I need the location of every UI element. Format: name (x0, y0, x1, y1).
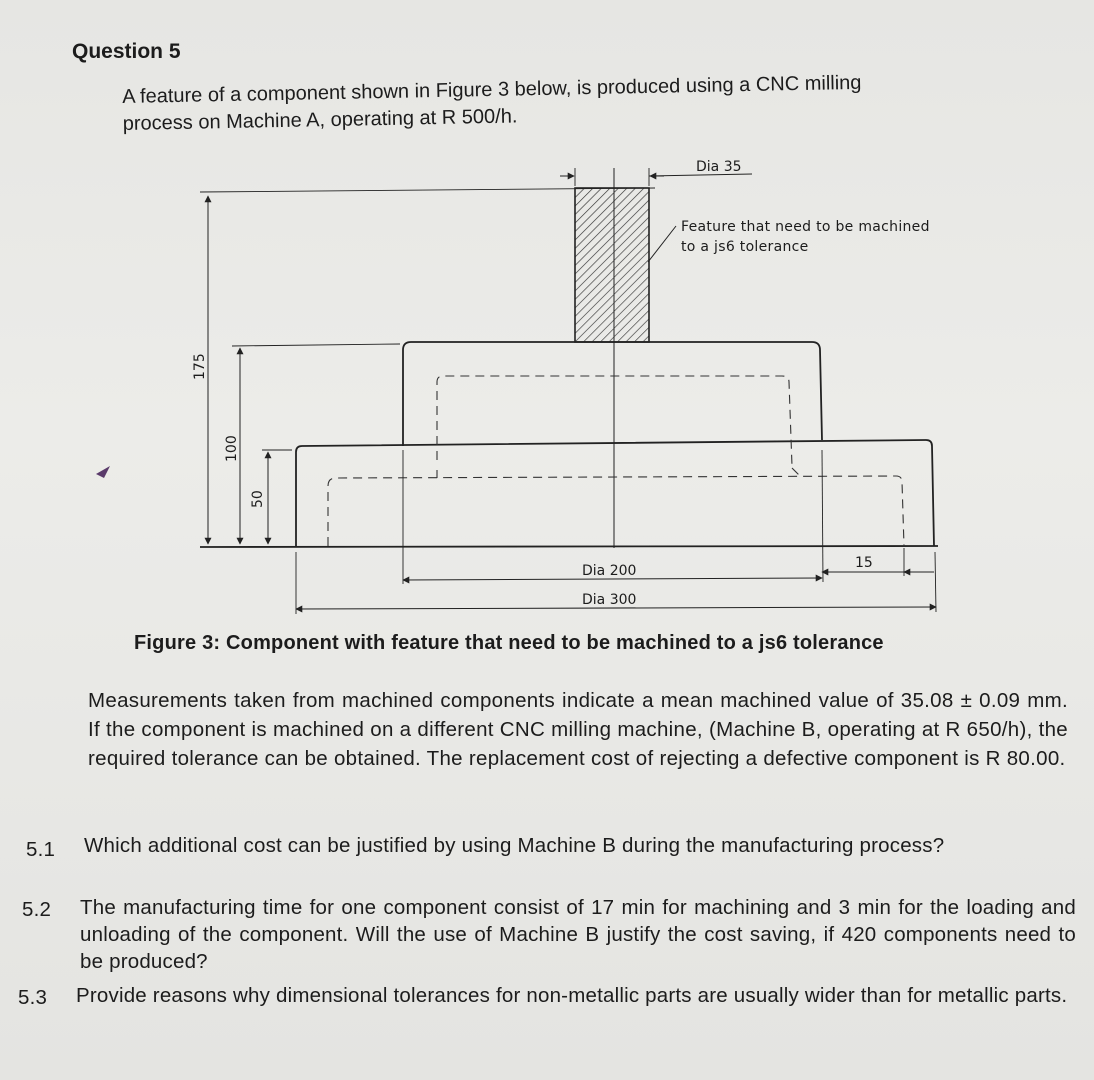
subquestion-text: Which additional cost can be justified by using Machine B during the manufacturing process? (84, 834, 945, 857)
subquestion-5-3 (18, 984, 1082, 1044)
feature-dia-35 (575, 188, 649, 342)
label-dia-300: Dia 300 (582, 592, 637, 608)
label-dim-15: 15 (855, 555, 873, 571)
problem-paragraph: Measurements taken from machined components indicate a mean machined value of 35.08 ± 0.09 mm. If the component is machined on a different CNC milling machine, (Machine B, operating at R 650/h), the required tolerance can be obtained. The replacement cost of rejecting a defective component is R 80.00. (88, 689, 1068, 770)
intro-line-2: process on Machine A, operating at R 500/h. (122, 105, 518, 135)
subquestion-number: 5.1 (26, 838, 56, 861)
figure-caption: Figure 3: Component with feature that need to be machined to a js6 tolerance (134, 632, 884, 654)
label-dim-175: 175 (192, 353, 208, 380)
base-outline (296, 440, 934, 546)
label-dia-200: Dia 200 (582, 563, 637, 579)
label-feature-line-1: Feature that need to be machined (681, 219, 930, 235)
label-dia-35: Dia 35 (696, 159, 742, 175)
label-feature-line-2: to a js6 tolerance (681, 239, 809, 255)
label-dim-50: 50 (250, 490, 266, 508)
subquestion-5-1 (26, 836, 1076, 896)
question-title: Question 5 (72, 40, 181, 63)
pen-mark (96, 466, 110, 478)
subquestion-text: Provide reasons why dimensional tolerances for non-metallic parts are usually wider than for metallic parts. (76, 984, 1068, 1007)
intro-line-1: A feature of a component shown in Figure 3 below, is produced using a CNC milling (122, 71, 862, 108)
label-dim-100: 100 (224, 435, 240, 462)
subquestion-number: 5.2 (22, 898, 52, 921)
boss-outline (403, 342, 822, 446)
subquestion-5-2 (22, 896, 1078, 980)
subquestion-number: 5.3 (18, 986, 48, 1009)
subquestion-text: The manufacturing time for one component consist of 17 min for machining and 3 min for the loading and unloading of the component. Will the use of Machine B justify the cost saving, if 420 components need to be produced? (80, 896, 1076, 973)
base-line (200, 546, 938, 547)
